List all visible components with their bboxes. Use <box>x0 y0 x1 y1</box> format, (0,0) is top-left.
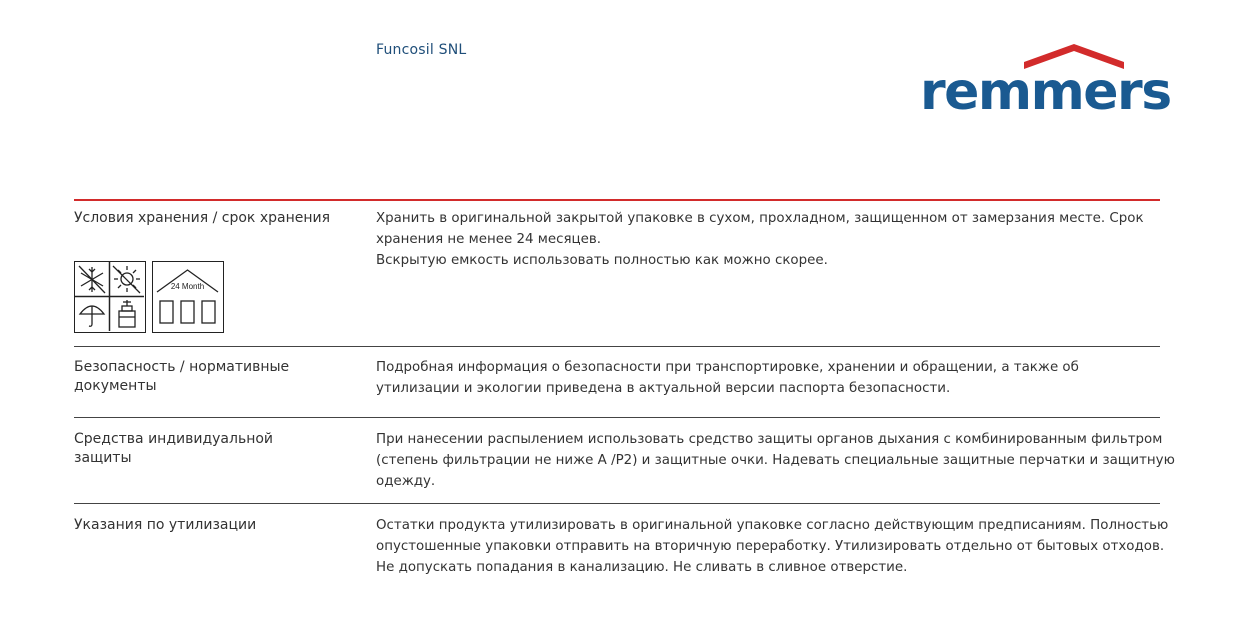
text-line: одежду. <box>376 474 436 489</box>
spray-can-icon <box>119 300 135 327</box>
section-divider <box>74 503 1160 504</box>
umbrella-icon <box>80 306 104 326</box>
text-line: (степень фильтрации не ниже A /P2) и защитные очки. Надевать специальные защитные перчатки и защитную <box>376 453 1175 468</box>
section-text-ppe <box>376 429 1175 492</box>
logo-wordmark: remmers <box>920 62 1171 122</box>
frost-icon <box>79 266 105 293</box>
text-line: опустошенные упаковки отправить на вторичную переработку. Утилизировать отдельно от бытовых отходов. <box>376 539 1165 554</box>
text-line: утилизации и экологии приведена в актуальной версии паспорта безопасности. <box>376 381 951 396</box>
text-line: Хранить в оригинальной закрытой упаковке в сухом, прохладном, защищенном от замерзания месте. Срок <box>376 211 1144 226</box>
storage-conditions-pictogram <box>74 261 146 333</box>
product-name: Funcosil SNL <box>376 42 467 58</box>
section-label-safety: Безопасность / нормативные документы <box>74 359 290 394</box>
section-label-ppe: Средства индивидуальной защиты <box>74 431 274 466</box>
text-line: При нанесении распылением использовать средство защиты органов дыхания с комбинированным фильтром <box>376 432 1163 447</box>
text-line: Остатки продукта утилизировать в оригинальной упаковке согласно действующим предписаниям. Полностью <box>376 518 1169 533</box>
text-line: Не допускать попадания в канализацию. Не сливать в сливное отверстие. <box>376 560 908 575</box>
shelf-life-pictogram <box>152 261 224 333</box>
section-text-safety <box>376 357 1166 399</box>
section-divider <box>74 417 1160 418</box>
header-divider <box>74 199 1160 201</box>
remmers-logo <box>918 42 1171 122</box>
section-label-storage: Условия хранения / срок хранения <box>74 210 331 226</box>
text-line: Вскрытую емкость использовать полностью как можно скорее. <box>376 253 828 268</box>
section-label-disposal: Указания по утилизации <box>74 517 257 533</box>
sun-icon <box>113 266 140 293</box>
section-divider <box>74 346 1160 347</box>
section-text-disposal <box>376 515 1169 578</box>
text-line: Подробная информация о безопасности при транспортировке, хранении и обращении, а также об <box>376 360 1079 375</box>
section-text-storage <box>376 208 1166 271</box>
shelf-life-label: 24 Month <box>170 282 205 291</box>
text-line: хранения не менее 24 месяцев. <box>376 232 602 247</box>
